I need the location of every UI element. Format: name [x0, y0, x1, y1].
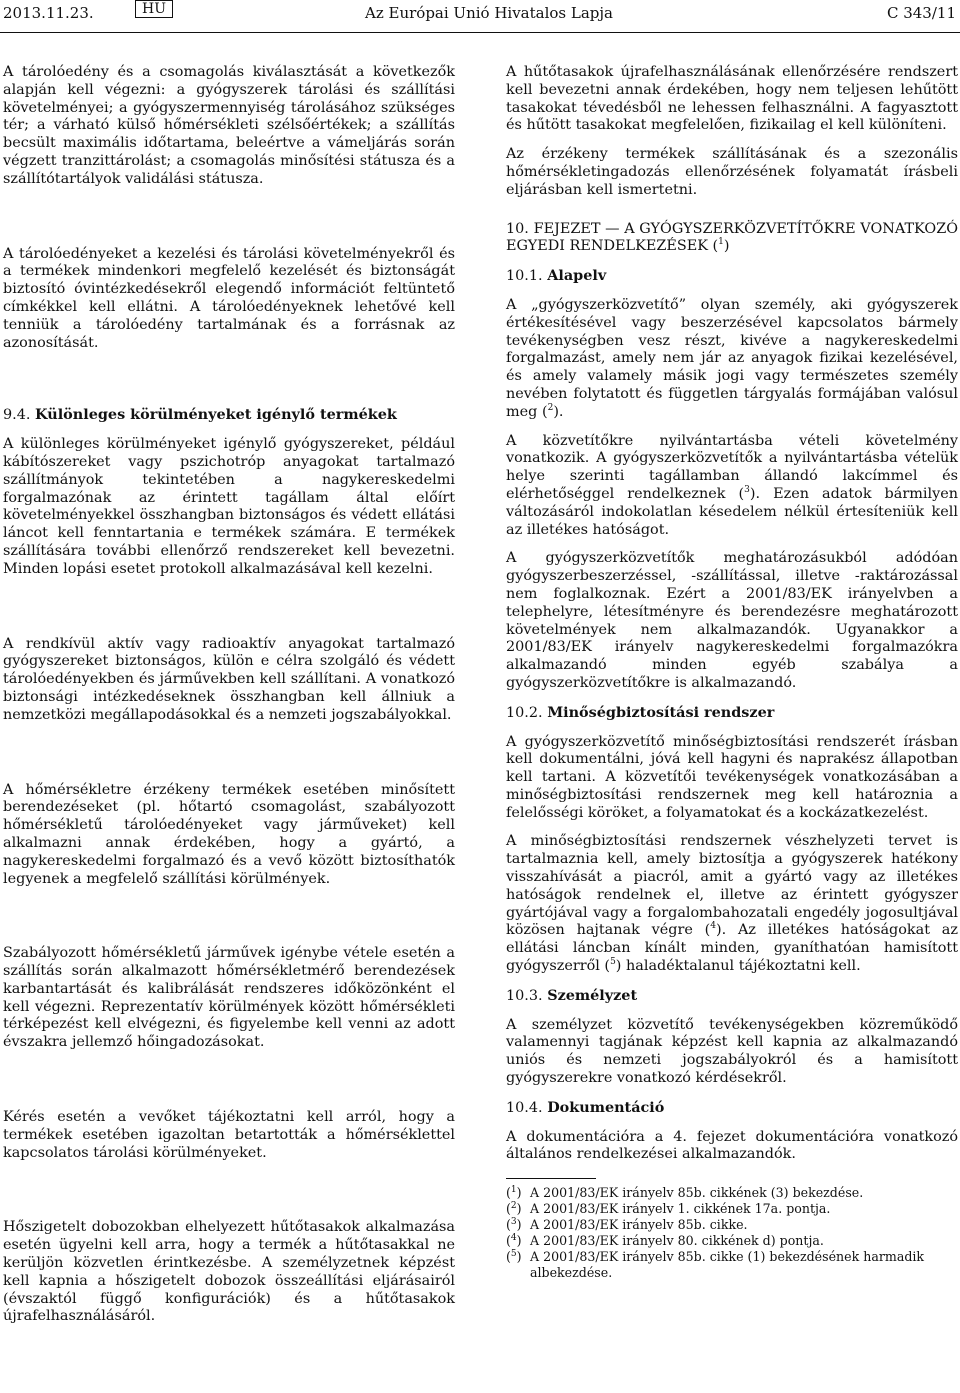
- footnote-text: A 2001/83/EK irányelv 85b. cikkének (3) bekezdése.: [530, 1185, 864, 1201]
- section-number: 9.4.: [3, 407, 31, 424]
- footnote-mark: ($^2$): [506, 1201, 522, 1217]
- section-title: Minőségbiztosítási rendszer: [547, 703, 775, 721]
- section-number: 10.4.: [506, 1099, 543, 1116]
- header-journal-title: Az Európai Unió Hivatalos Lapja: [365, 4, 613, 22]
- paragraph: Az érzékeny termékek szállításának és a szezonális hőmérsékletingadozás ellenőrzésének folyamatát írásbeli eljárásban kell ismertetni.: [506, 146, 958, 198]
- header-date: 2013.11.23.: [3, 4, 94, 22]
- footnote-ref: 4: [710, 921, 717, 932]
- paragraph: A személyzet közvetítő tevékenységekben közreműködő valamennyi tagjának képzést kell kapnia az alkalmazandó uniós és nemzeti jogszabályokról és a hamisított gyógyszerekre vonatkozó kérdésekről.: [506, 1016, 958, 1087]
- section-title: Dokumentáció: [547, 1098, 665, 1116]
- paragraph: A közvetítőkre nyilvántartásba vételi követelmény vonatkozik. A gyógyszerközvetítők a nyilvántartásba vételük helye szerinti tagállamban állandó lakcímmel és elérhetőséggel rendelkeznek ($^3$). Ezen adatok bármilyen változásáról indokolatlan késedelem nélkül értesíteniük kell az illetékes hatóságot.: [506, 432, 958, 538]
- footnote-text: A 2001/83/EK irányelv 85b. cikke (1) bekezdésének harmadik albekezdése.: [530, 1249, 925, 1281]
- section-heading-10-2: [506, 704, 958, 723]
- paragraph: A hűtőtasakok újrafelhasználásának ellenőrzésére rendszert kell bevezetni annak érdekében, hogy nem teljesen lehűtött tasakokat tévedésből ne lehessen felhasználni. A fagyasztott és hűtött tasakokat megfelelően, fizikailag el kell különíteni.: [506, 64, 958, 134]
- paragraph: Kérés esetén a vevőket tájékoztatni kell arról, hogy a termékek esetében igazoltan betartották a hőmérséklettel kapcsolatos tárolási körülményeket.: [3, 1109, 455, 1161]
- section-title: Különleges körülményeket igénylő termékek: [35, 406, 397, 424]
- paragraph: A „gyógyszerközvetítő” olyan személy, aki gyógyszerek értékesítésével vagy beszerzésével kapcsolatos bármely tevékenységben vesz részt, kivéve a nagykereskedelmi forgalmazást, amely nem jár az anyagok fizikai kezelésével, és amely valamely másik jogi vagy természetes személy nevében folytatott és független tárgyalás formájában valósul meg ($^2$).: [506, 296, 958, 420]
- section-heading-10-4: [506, 1099, 958, 1118]
- footnote: [506, 1217, 958, 1233]
- section-number: 10.2.: [506, 704, 543, 721]
- paragraph: A gyógyszerközvetítők meghatározásukból adódóan gyógyszerbeszerzéssel, -szállítással, illetve -raktározással nem foglalkoznak. Ezért a 2001/83/EK irányelvben a telephelyre, létesítményre és berendezésre meghatározott követelmények nem alkalmazandók. Ugyanakkor a 2001/83/EK irányelv nagykereskedelmi forgalmazókra alkalmazandó minden egyéb szabálya a gyógyszerközvetítőkre is alkalmazandó.: [506, 550, 958, 691]
- paragraph: A különleges körülményeket igénylő gyógyszereket, például kábítószereket vagy pszichotróp anyagokat tartalmazó szállítmányok tekintetében a nagykereskedelmi forgalmazónak az érintett tagállam által előírt követelményekkel összhangban biztonságos és védett ellátási láncot kell fenntartania e termékek számára. E termékek szállítására további ellenőrző rendszereket kell bevezetni. Minden lopási esetet protokoll alkalmazásával kell kezelni.: [3, 436, 455, 577]
- footnote: [506, 1201, 958, 1217]
- text-run: . Az illetékes hatóságokat az ellátási láncban kínált minden, gyaníthatóan hamisított gyógyszerről: [506, 922, 958, 975]
- paragraph: Hőszigetelt dobozokban elhelyezett hűtőtasakok alkalmazása esetén ügyelni kell arra, hogy a termék a hűtőtasakkal ne kerüljön közvetlen érintkezésbe. A személyzetnek képzést kell kapnia a hőszigetelt dobozok összeállítási eljárásairól (évszaktól függő konfigurációk) és a hűtőtasakok újrafelhasználásáról.: [3, 1219, 455, 1325]
- footnote-mark: ($^1$): [506, 1185, 522, 1201]
- text-run: haladéktalanul tájékoztatni kell.: [621, 958, 861, 975]
- text-run: A közvetítőkre nyilvántartásba vételi követelmény vonatkozik. A gyógyszerközvetítők a nyilvántartásba vételük helye szerinti tagállamban állandó lakcímmel és elérhetőséggel rendelkeznek: [506, 432, 958, 502]
- section-number: 10.3.: [506, 987, 543, 1004]
- footnote: [506, 1185, 958, 1201]
- paragraph: Szabályozott hőmérsékletű járművek igénybe vétele esetén a szállítás során alkalmazott hőmérsékletmérő berendezések karbantartását és kalibrálását rendszeres időközönként el kell végezni. Reprezentatív körülmények között hőmérsékleti térképezést kell elvégezni, és figyelembe kell venni az adott évszakra jellemző hőingadozásokat.: [3, 945, 455, 1051]
- section-heading-9-4: [3, 406, 455, 425]
- header-rule: [0, 32, 960, 33]
- footnote-ref: 2: [547, 402, 554, 413]
- section-number: 10.1.: [506, 268, 543, 285]
- paragraph: A tárolóedényeket a kezelési és tárolási követelményekről és a termékek mindenkori megfelelő kezelését és biztonságát biztosító óvintézkedésekről elegendő információt feltüntető címkékkel kell ellátni. A tárolóedényeknek lehetővé kell tenniük a tárolóedény tartalmának és a forrásnak az azonosítását.: [3, 245, 455, 351]
- footnote: [506, 1233, 958, 1249]
- section-title: Személyzet: [547, 986, 638, 1004]
- paragraph: A minőségbiztosítási rendszernek vészhelyzeti tervet is tartalmaznia kell, amely biztosítja a gyógyszerek hatékony visszahívását a piacról, amit a gyártó vagy az illetékes hatóságok rendelnek el, illetve az érintett gyógyszer gyártójával vagy a forgalombahozatali engedély jogosultjával közösen hajtanak végre ($^4$). Az illetékes hatóságokat az ellátási láncban kínált minden, gyaníthatóan hamisított gyógyszerről ($^5$) haladéktalanul tájékoztatni kell.: [506, 833, 958, 975]
- footnote-mark: ($^4$): [506, 1233, 522, 1249]
- footnote-text: A 2001/83/EK irányelv 80. cikkének d) pontja.: [530, 1233, 824, 1249]
- footnote-ref: 5: [610, 957, 616, 968]
- paragraph: A dokumentációra a 4. fejezet dokumentációra vonatkozó általános rendelkezései alkalmazandók.: [506, 1128, 958, 1163]
- footnote: [506, 1249, 958, 1281]
- section-title: Alapelv: [547, 267, 607, 285]
- footnote-text: A 2001/83/EK irányelv 85b. cikke.: [530, 1217, 748, 1233]
- text-run: . Ezen adatok bármilyen változásáról indokolatlan késedelem nélkül értesíteniük kell az illetékes hatóságot.: [506, 485, 958, 538]
- paragraph: A gyógyszerközvetítő minőségbiztosítási rendszerét írásban kell dokumentálni, jóvá kell hagyni és naprakész állapotban kell tartani. A közvetítői tevékenységek vonatkozásában a minőségbiztosítási rendszernek meg kell határoznia a felelősségi köröket, a folyamatokat és a kockázatkezelést.: [506, 733, 958, 821]
- right-column: [506, 64, 958, 1281]
- footnote-ref: 1: [718, 237, 724, 248]
- footnote-rule: [506, 1178, 596, 1179]
- paragraph: A rendkívül aktív vagy radioaktív anyagokat tartalmazó gyógyszereket biztonságos, külön e célra szolgáló és védett tárolóedényekben és járművekben kell szállítani. A vonatkozó biztonsági intézkedéseknek összhangban kell állniuk a nemzetközi megállapodásokkal és a nemzeti jogszabályokkal.: [3, 635, 455, 723]
- paragraph: A hőmérsékletre érzékeny termékek esetében minősített berendezéseket (pl. hőtartó csomagolást, szabályozott hőmérsékletű tárolóedényeket vagy járműveket) kell alkalmazni annak érdekében, hogy a gyártó, a nagykereskedelmi forgalmazó és a vevő között biztosíthatók legyenek a megfelelő szállítási körülmények.: [3, 781, 455, 887]
- footnote-text: A 2001/83/EK irányelv 1. cikkének 17a. pontja.: [530, 1201, 831, 1217]
- chapter-heading-10: 10. FEJEZET — A GYÓGYSZERKÖZVETÍTŐKRE VONATKOZÓ EGYEDI RENDELKEZÉSEK ($^1$): [506, 220, 958, 255]
- page-header: [0, 0, 960, 30]
- header-language-badge: HU: [135, 0, 173, 18]
- chapter-title: 10. FEJEZET — A GYÓGYSZERKÖZVETÍTŐKRE VONATKOZÓ EGYEDI RENDELKEZÉSEK: [506, 220, 958, 255]
- header-page-number: C 343/11: [886, 4, 956, 22]
- footnote-mark: ($^3$): [506, 1217, 522, 1233]
- text-run: A minőségbiztosítási rendszernek vészhelyzeti tervet is tartalmaznia kell, amely biztosítja a gyógyszerek hatékony visszahívását a piacról, amit a gyártó vagy az illetékes hatóságok rendelnek el, illetve az érintett gyógyszer gyártójával vagy a forgalombahozatali engedély jogosultjával közösen hajtanak végre: [506, 833, 958, 939]
- text-run: A „gyógyszerközvetítő” olyan személy, aki gyógyszerek értékesítésével vagy beszerzésével kapcsolatos bármely tevékenységben vesz részt, kivéve a nagykereskedelmi forgalmazást, amely nem jár az anyagok fizikai kezelésével, és amely valamely másik jogi vagy természetes személy nevében folytatott és független tárgyalás formájában valósul meg: [506, 296, 958, 420]
- paragraph: A tárolóedény és a csomagolás kiválasztását a következők alapján kell végezni: a gyógyszerek tárolási és szállítási követelményei; a gyógyszermennyiség tárolásához szükséges tér; a várható külső hőmérsékleti szélsőértékek; a szállítás becsült maximális időtartama, beleértve a vámeljárás során végzett tranzittárolást; a csomagolás minősítési státusza és a szállítótartályok validálási státusza.: [3, 64, 455, 187]
- section-heading-10-3: [506, 987, 958, 1006]
- section-heading-10-1: [506, 267, 958, 286]
- footnote-ref: 3: [744, 485, 750, 496]
- left-column: [3, 64, 455, 1326]
- footnotes: [506, 1185, 958, 1281]
- footnote-mark: ($^5$): [506, 1249, 522, 1265]
